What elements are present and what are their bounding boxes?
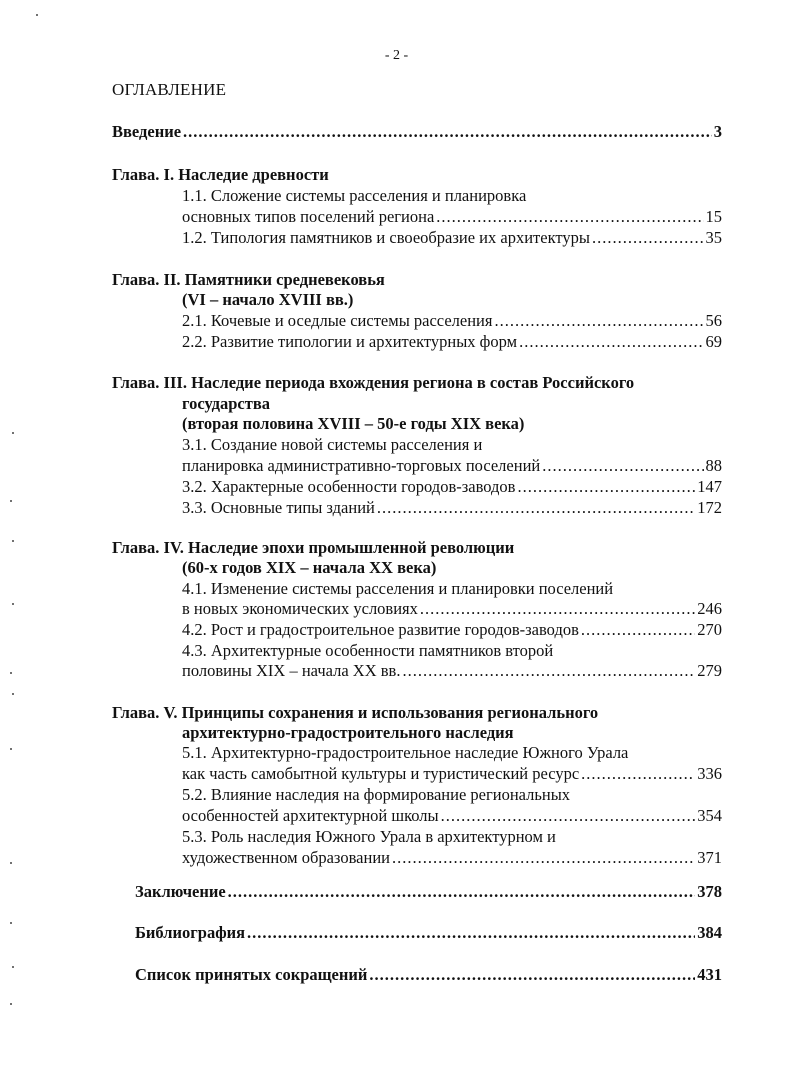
- toc-entry-3-1[interactable]: [182, 456, 722, 476]
- dot-leader: [377, 498, 695, 518]
- scan-speck: [12, 693, 14, 695]
- toc-label: Заключение: [135, 882, 226, 901]
- toc-label: Список принятых сокращений: [135, 965, 368, 984]
- toc-page: 246: [697, 599, 722, 618]
- toc-page: 172: [697, 498, 722, 517]
- toc-page: 35: [705, 228, 722, 247]
- dot-leader: [519, 332, 703, 352]
- toc-page: 147: [697, 477, 722, 496]
- dot-leader: [420, 599, 695, 619]
- toc-label: как часть самобытной культуры и туристический ресурс: [182, 764, 580, 783]
- dot-leader: [369, 965, 695, 985]
- scan-speck: [12, 540, 14, 542]
- chapter-title: государства: [182, 394, 271, 413]
- toc-entry-2-2[interactable]: [182, 332, 722, 352]
- toc-entry-line: 3.1. Создание новой системы расселения и: [182, 435, 483, 454]
- toc-entry-bibliography[interactable]: [135, 923, 722, 943]
- toc-entry-line: 4.3. Архитектурные особенности памятников второй: [182, 641, 554, 660]
- scan-speck: [12, 603, 14, 605]
- toc-label: 4.2. Рост и градостроительное развитие городов-заводов: [182, 620, 579, 639]
- chapter-title: Глава. III. Наследие периода вхождения региона в состав Российского: [112, 373, 635, 392]
- toc-label: планировка административно-торговых поселений: [182, 456, 541, 475]
- dot-leader: [441, 806, 696, 826]
- toc-page: 336: [697, 764, 722, 783]
- toc-page: 378: [697, 882, 722, 901]
- toc-entry-line: 5.1. Архитектурно-градостроительное наследие Южного Урала: [182, 743, 629, 762]
- toc-page: 431: [697, 965, 722, 984]
- toc-page: 88: [705, 456, 722, 475]
- toc-entry-line: 4.1. Изменение системы расселения и планировки поселений: [182, 579, 614, 598]
- toc-entry-intro[interactable]: [112, 122, 722, 142]
- dot-leader: [392, 848, 695, 868]
- toc-label: 2.1. Кочевые и оседлые системы расселения: [182, 311, 493, 330]
- dot-leader: [183, 122, 712, 142]
- dot-leader: [436, 207, 703, 227]
- toc-label: особенностей архитектурной школы: [182, 806, 439, 825]
- toc-entry-5-3[interactable]: [182, 848, 722, 868]
- scan-speck: [10, 748, 12, 750]
- scan-speck: [10, 922, 12, 924]
- toc-label: Библиография: [135, 923, 246, 942]
- scan-speck: [12, 432, 14, 434]
- toc-label: 2.2. Развитие типологии и архитектурных форм: [182, 332, 518, 351]
- toc-page: 354: [697, 806, 722, 825]
- toc-heading: ОГЛАВЛЕНИЕ: [112, 80, 227, 99]
- toc-page: 69: [705, 332, 722, 351]
- chapter-title: Глава. V. Принципы сохранения и использования регионального: [112, 703, 599, 722]
- chapter-title: архитектурно-градостроительного наследия: [182, 723, 514, 742]
- toc-entry-line: 5.3. Роль наследия Южного Урала в архитектурном и: [182, 827, 556, 846]
- page-number: - 2 -: [384, 48, 409, 63]
- toc-page: 279: [697, 661, 722, 680]
- toc-label: художественном образовании: [182, 848, 390, 867]
- toc-page: 371: [697, 848, 722, 867]
- toc-entry-3-3[interactable]: [182, 498, 722, 518]
- toc-entry-5-2[interactable]: [182, 806, 722, 826]
- dot-leader: [228, 882, 696, 902]
- scan-speck: [10, 672, 12, 674]
- toc-page: 270: [697, 620, 722, 639]
- toc-page: 15: [705, 207, 722, 226]
- chapter-title: Глава. II. Памятники средневековья: [112, 270, 385, 289]
- dot-leader: [517, 477, 695, 497]
- toc-label: 3.2. Характерные особенности городов-заводов: [182, 477, 516, 496]
- toc-entry-2-1[interactable]: [182, 311, 722, 331]
- dot-leader: [581, 620, 695, 640]
- dot-leader: [581, 764, 695, 784]
- toc-page: 56: [705, 311, 722, 330]
- toc-label: 3.3. Основные типы зданий: [182, 498, 375, 517]
- toc-entry-3-2[interactable]: [182, 477, 722, 497]
- toc-label: Введение: [112, 122, 182, 141]
- toc-entry-conclusion[interactable]: [135, 882, 722, 902]
- toc-entry-4-3[interactable]: [182, 661, 722, 681]
- dot-leader: [402, 661, 695, 681]
- chapter-title: (60-х годов XIX – начала XX века): [182, 558, 437, 577]
- dot-leader: [247, 923, 695, 943]
- toc-entry-1-2[interactable]: [182, 228, 722, 248]
- toc-entry-abbreviations[interactable]: [135, 965, 722, 985]
- dot-leader: [494, 311, 703, 331]
- scan-speck: [36, 14, 38, 16]
- chapter-title: Глава. IV. Наследие эпохи промышленной революции: [112, 538, 515, 557]
- dot-leader: [592, 228, 704, 248]
- toc-entry-4-1[interactable]: [182, 599, 722, 619]
- toc-entry-line: 1.1. Сложение системы расселения и планировка: [182, 186, 527, 205]
- toc-entry-1-1[interactable]: [182, 207, 722, 227]
- toc-entry-4-2[interactable]: [182, 620, 722, 640]
- chapter-title: (вторая половина XVIII – 50-е годы XIX века): [182, 414, 525, 433]
- scan-speck: [10, 1003, 12, 1005]
- toc-entry-line: 5.2. Влияние наследия на формирование региональных: [182, 785, 571, 804]
- toc-label: половины XIX – начала XX вв.: [182, 661, 401, 680]
- scan-speck: [10, 862, 12, 864]
- toc-label: 1.2. Типология памятников и своеобразие их архитектуры: [182, 228, 590, 247]
- toc-page: 3: [713, 122, 722, 141]
- toc-entry-5-1[interactable]: [182, 764, 722, 784]
- toc-label: основных типов поселений региона: [182, 207, 435, 226]
- dot-leader: [542, 456, 703, 476]
- chapter-title: (VI – начало XVIII вв.): [182, 290, 354, 309]
- scan-speck: [12, 966, 14, 968]
- toc-label: в новых экономических условиях: [182, 599, 418, 618]
- scan-speck: [10, 500, 12, 502]
- toc-page: 384: [697, 923, 722, 942]
- chapter-title: Глава. I. Наследие древности: [112, 165, 329, 184]
